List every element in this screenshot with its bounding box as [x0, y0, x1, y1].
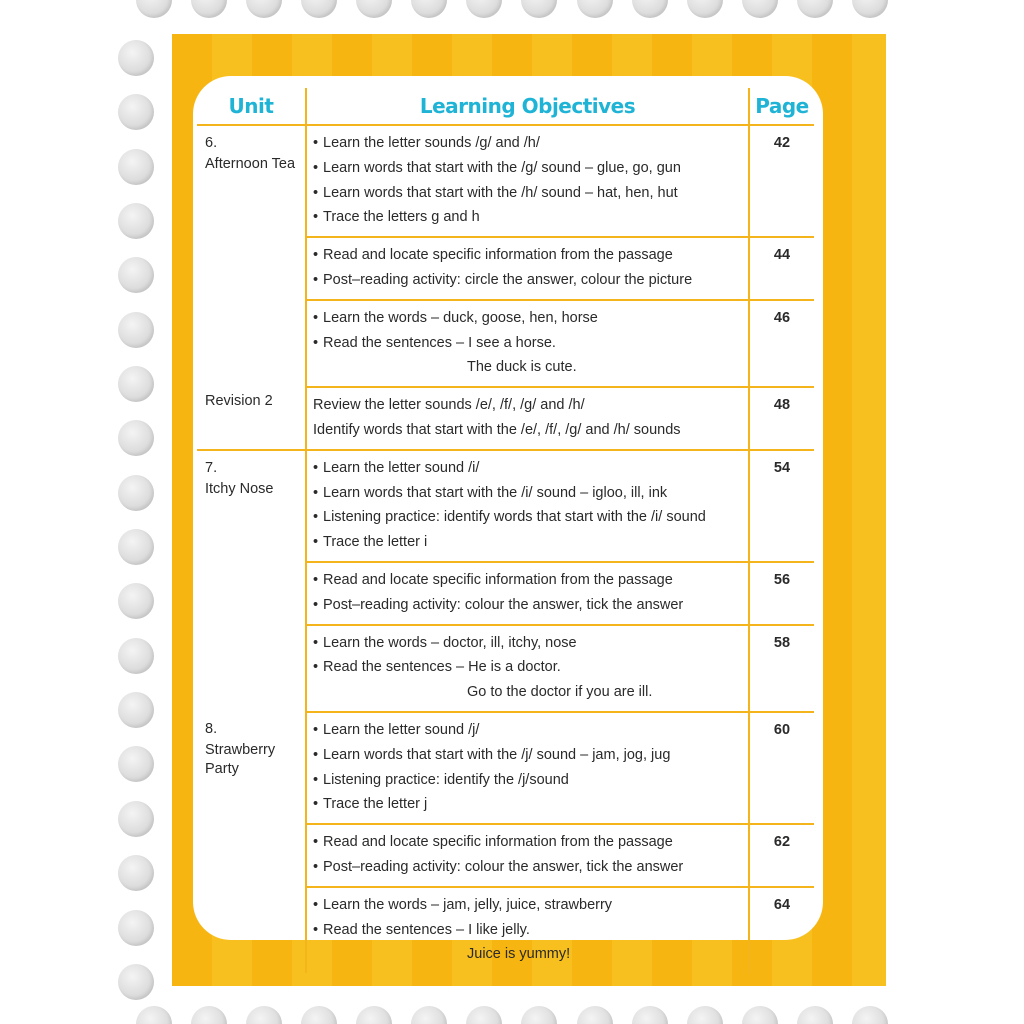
objective-text: Read and locate specific information from the passage [323, 834, 673, 851]
perforation-dot [118, 746, 154, 782]
objective-line [313, 680, 748, 705]
objective-text: Read the sentences – I see a horse. [323, 334, 556, 351]
perforation-dot [118, 312, 154, 348]
objective-text: Listening practice: identify the /j/sound [323, 771, 569, 788]
objective-text: Learn the letter sounds /g/ and /h/ [323, 135, 540, 151]
perforation-dot [118, 475, 154, 511]
page-number: 42 [749, 125, 814, 237]
unit-cell [197, 125, 306, 387]
perforation-dot [521, 0, 557, 18]
objective-line [313, 655, 748, 680]
objective-line [313, 942, 748, 967]
perforation-dot [687, 1006, 723, 1024]
bullet-icon: • [313, 896, 319, 913]
objective-text: Juice is yummy! [467, 946, 571, 963]
objective-line [313, 893, 748, 918]
objective-text: Read the sentences – I like jelly. [323, 921, 530, 938]
bullet-icon: • [313, 659, 319, 676]
objective-text: Learn the words – duck, goose, hen, horse [323, 309, 598, 326]
perforation-dot [118, 149, 154, 185]
perforation-dot [191, 0, 227, 18]
objective-line [313, 456, 748, 481]
objective-text: Trace the letter i [323, 534, 428, 551]
objective-line [313, 768, 748, 793]
page-number: 62 [749, 824, 814, 887]
bullet-icon: • [313, 135, 319, 151]
unit-number: 6. [205, 135, 218, 151]
objective-text: Learn words that start with the /i/ sound – igloo, ill, ink [323, 484, 668, 501]
perforation-dot [521, 1006, 557, 1024]
objective-text: Go to the doctor if you are ill. [467, 684, 653, 701]
table-body [197, 125, 814, 973]
page-number: 58 [749, 625, 814, 712]
perforation-dot [191, 1006, 227, 1024]
objective-line [313, 593, 748, 618]
table-row [197, 450, 814, 562]
perforation-dot [632, 1006, 668, 1024]
objective-line [313, 306, 748, 331]
objective-line [313, 530, 748, 555]
table-header-row [197, 88, 814, 125]
perforation-left [118, 40, 154, 1000]
objective-line [313, 131, 748, 156]
objectives-cell [306, 625, 749, 712]
bullet-icon: • [313, 834, 319, 851]
perforation-dot [577, 1006, 613, 1024]
perforation-dot [411, 0, 447, 18]
unit-cell [197, 712, 306, 973]
objective-line [313, 505, 748, 530]
bullet-icon: • [313, 309, 319, 326]
perforation-dot [356, 1006, 392, 1024]
perforation-dot [742, 0, 778, 18]
objective-text: Read and locate specific information from the passage [323, 571, 673, 588]
objective-line [313, 418, 748, 443]
perforation-dot [118, 910, 154, 946]
bullet-icon: • [313, 334, 319, 351]
perforation-dot [742, 1006, 778, 1024]
perforation-dot [118, 638, 154, 674]
page-number: 46 [749, 300, 814, 387]
unit-name: Strawberry Party [205, 741, 276, 777]
perforation-dot [411, 1006, 447, 1024]
bullet-icon: • [313, 746, 319, 763]
perforation-dot [687, 0, 723, 18]
unit-cell [197, 387, 306, 450]
perforation-dot [356, 0, 392, 18]
table-row [197, 387, 814, 450]
objective-text: Learn words that start with the /j/ sound – jam, jog, jug [323, 746, 671, 763]
bullet-icon: • [313, 209, 319, 226]
bullet-icon: • [313, 184, 319, 201]
objective-text: Post–reading activity: circle the answer, colour the picture [323, 271, 693, 288]
objective-line [313, 792, 748, 817]
objective-line [313, 181, 748, 206]
objective-line [313, 243, 748, 268]
objectives-cell [306, 562, 749, 625]
objective-line [313, 355, 748, 380]
perforation-bottom [136, 1006, 888, 1024]
objective-line [313, 718, 748, 743]
objective-text: Learn words that start with the /g/ sound – glue, go, gun [323, 159, 681, 176]
perforation-dot [246, 0, 282, 18]
perforation-top [136, 0, 888, 18]
bullet-icon: • [313, 271, 319, 288]
page-number: 44 [749, 237, 814, 300]
bullet-icon: • [313, 484, 319, 501]
objective-line [313, 205, 748, 230]
perforation-dot [118, 203, 154, 239]
bullet-icon: • [313, 159, 319, 176]
objectives-cell [306, 887, 749, 973]
objective-text: Identify words that start with the /e/, /f/, /g/ and /h/ sounds [313, 421, 681, 438]
page-number: 64 [773, 896, 791, 913]
objective-line [313, 393, 748, 418]
objective-text: Learn the letter sound /i/ [323, 459, 480, 476]
perforation-dot [118, 801, 154, 837]
objectives-cell [306, 450, 749, 562]
perforation-dot [118, 855, 154, 891]
objective-line [313, 331, 748, 356]
objective-text: The duck is cute. [467, 359, 577, 376]
objectives-cell [306, 237, 749, 300]
objective-text: Post–reading activity: colour the answer, tick the answer [323, 858, 684, 875]
perforation-dot [246, 1006, 282, 1024]
perforation-dot [136, 1006, 172, 1024]
objectives-cell [306, 300, 749, 387]
objective-text: Learn the letter sound /j/ [323, 721, 480, 738]
objectives-cell [306, 824, 749, 887]
table-row [197, 125, 814, 237]
objective-text: Learn the words – doctor, ill, itchy, nose [323, 634, 577, 651]
objectives-cell [306, 125, 749, 237]
unit-header: Unit [197, 88, 306, 125]
objectives-cell [306, 387, 749, 450]
objective-text: Listening practice: identify words that start with the /i/ sound [323, 509, 706, 526]
unit-name: Revision 2 [205, 393, 273, 410]
objective-text: Post–reading activity: colour the answer, tick the answer [323, 596, 684, 613]
perforation-dot [118, 420, 154, 456]
bullet-icon: • [313, 534, 319, 551]
unit-cell [197, 450, 306, 712]
perforation-dot [797, 1006, 833, 1024]
bullet-icon: • [313, 771, 319, 788]
page-header: Page [749, 88, 814, 125]
objective-text: Review the letter sounds /e/, /f/, /g/ and /h/ [313, 397, 585, 414]
bullet-icon: • [313, 509, 319, 526]
contents-table [197, 88, 814, 973]
bullet-icon: • [313, 596, 319, 613]
objective-text: Read the sentences – He is a doctor. [323, 659, 561, 676]
perforation-dot [852, 0, 888, 18]
objective-line [313, 631, 748, 656]
unit-number: 8. [205, 720, 218, 737]
objective-text: Learn the words – jam, jelly, juice, strawberry [323, 896, 613, 913]
perforation-dot [301, 0, 337, 18]
table-row [197, 712, 814, 824]
objective-line [313, 481, 748, 506]
objective-line [313, 156, 748, 181]
perforation-dot [118, 94, 154, 130]
perforation-dot [466, 0, 502, 18]
bullet-icon: • [313, 921, 319, 938]
perforation-dot [577, 0, 613, 18]
page-number: 56 [749, 562, 814, 625]
objective-text: Read and locate specific information from the passage [323, 247, 673, 264]
bullet-icon: • [313, 571, 319, 588]
perforation-dot [632, 0, 668, 18]
perforation-dot [136, 0, 172, 18]
perforation-dot [118, 257, 154, 293]
objectives-header: Learning Objectives [306, 88, 749, 125]
perforation-dot [797, 0, 833, 18]
objective-text: Trace the letter j [323, 796, 428, 813]
perforation-dot [852, 1006, 888, 1024]
perforation-dot [118, 583, 154, 619]
bullet-icon: • [313, 858, 319, 875]
objective-text: Learn words that start with the /h/ sound – hat, hen, hut [323, 184, 678, 201]
objective-line [313, 830, 748, 855]
perforation-dot [466, 1006, 502, 1024]
unit-name: Afternoon Tea [205, 156, 296, 172]
unit-number: 7. [205, 459, 218, 476]
objective-line [313, 743, 748, 768]
objectives-cell [306, 712, 749, 824]
perforation-dot [118, 40, 154, 76]
bullet-icon: • [313, 634, 319, 651]
bullet-icon: • [313, 796, 319, 813]
perforation-dot [118, 366, 154, 402]
bullet-icon: • [313, 459, 319, 476]
objective-text: Trace the letters g and h [323, 209, 480, 226]
perforation-dot [118, 964, 154, 1000]
perforation-dot [301, 1006, 337, 1024]
bullet-icon: • [313, 247, 319, 264]
bullet-icon: • [313, 721, 319, 738]
page-number: 54 [749, 450, 814, 562]
page-number: 48 [749, 387, 814, 450]
perforation-dot [118, 529, 154, 565]
objective-line [313, 918, 748, 943]
unit-name: Itchy Nose [205, 480, 274, 497]
objective-line [313, 268, 748, 293]
objective-line [313, 568, 748, 593]
objective-line [313, 855, 748, 880]
page-number: 60 [749, 712, 814, 824]
perforation-dot [118, 692, 154, 728]
